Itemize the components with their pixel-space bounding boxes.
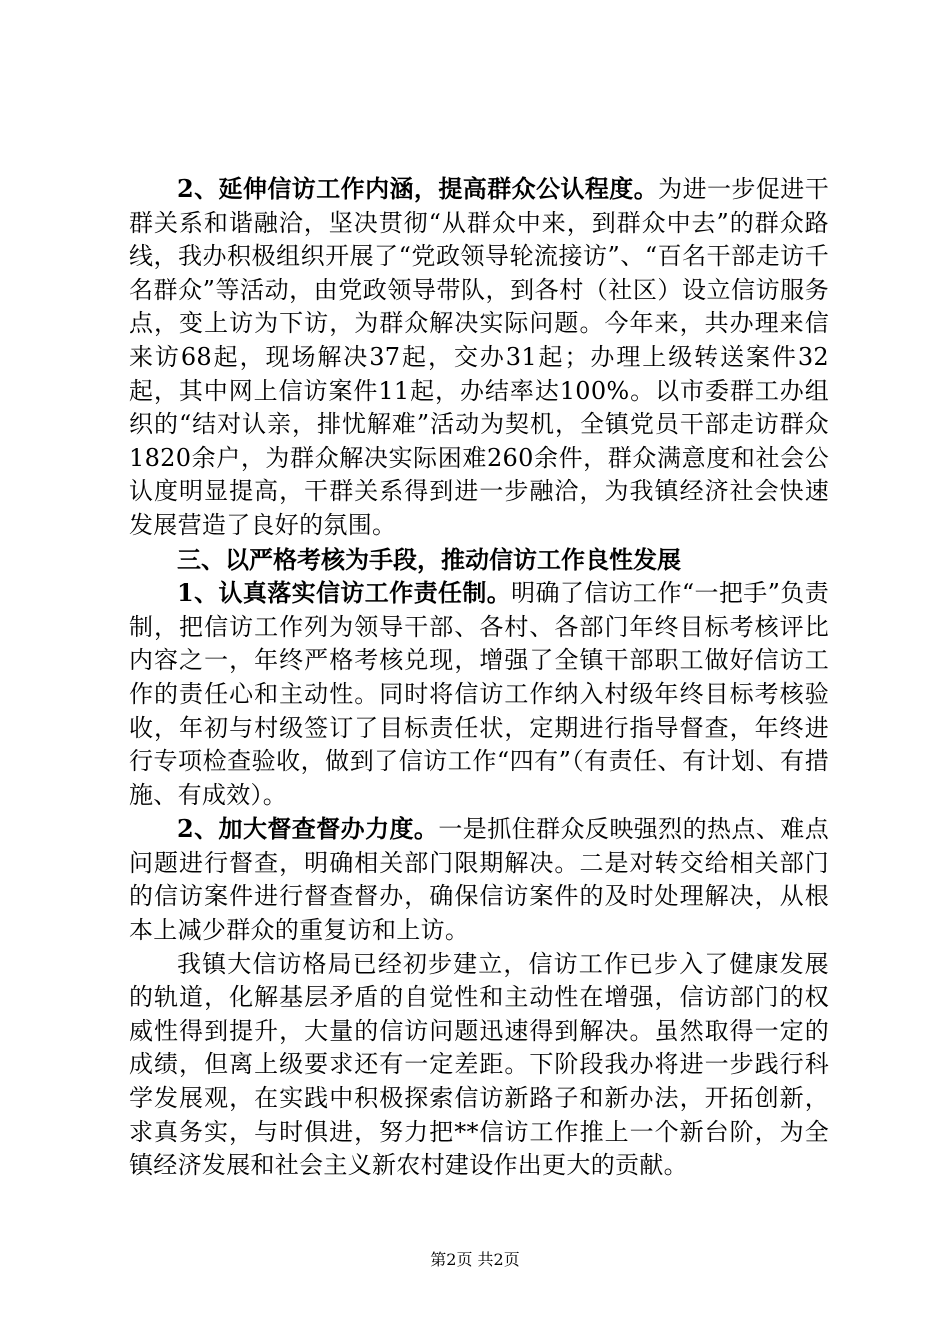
document-body (129, 172, 829, 1183)
paragraph-lead: 1、认真落实信访工作责任制。 (177, 578, 512, 608)
paragraph-text: 一是抓住群众反映强烈的热点、难点问题进行督查，明确相关部门限期解决。二是对转交给相关部门的信访案件进行督查督办，确保信访案件的及时处理解决，从根本上减少群众的重复访和上访。 (129, 815, 829, 945)
paragraph-extend-petition-work (129, 172, 829, 543)
paragraph-text: 明确了信访工作“一把手”负责制，把信访工作列为领导干部、各村、各部门年终目标考核评比内容之一，年终严格考核兑现，增强了全镇干部职工做好信访工作的责任心和主动性。同时将信访工作纳入村级年终目标考核验收，年初与村级签订了目标责任状，定期进行指导督查，年终进行专项检查验收，做到了信访工作“四有”（有责任、有计划、有措施、有成效）。 (129, 579, 829, 809)
paragraph-lead: 2、加大督查督办力度。 (177, 814, 439, 844)
paragraph-lead: 2、延伸信访工作内涵，提高群众公认程度。 (177, 174, 659, 203)
paragraph-conclusion: 我镇大信访格局已经初步建立，信访工作已步入了健康发展的轨道，化解基层矛盾的自觉性和主动性在增强，信访部门的权威性得到提升，大量的信访问题迅速得到解决。虽然取得一定的成绩，但离上级要求还有一定差距。下阶段我办将进一步践行科学发展观，在实践中积极探索信访新路子和新办法，开拓创新，求真务实，与时俱进，努力把**信访工作推上一个新台阶，为全镇经济发展和社会主义新农村建设作出更大的贡献。 (129, 949, 829, 1180)
paragraph-supervision (129, 812, 829, 947)
section-heading-three: 三、以严格考核为手段，推动信访工作良性发展 (177, 544, 681, 574)
page-number: 第2页 共2页 (430, 1250, 520, 1269)
paragraph-responsibility-system (129, 576, 829, 812)
page-footer (0, 1247, 950, 1270)
paragraph-text: 为进一步促进干群关系和谐融洽，坚决贯彻“从群众中来，到群众中去”的群众路线，我办积极组织开展了“党政领导轮流接访”、“百名干部走访千名群众”等活动，由党政领导带队，到各村（社区）设立信访服务点，变上访为下访，为群众解决实际问题。今年来，共办理来信来访68起，现场解决37起，交办31起；办理上级转送案件32起，其中网上信访案件11起，办结率达100%。以市委群工办组织的“结对认亲，排忧解难”活动为契机，全镇党员干部走访群众1820余户，为群众解决实际困难260余件，群众满意度和社会公认度明显提高，干群关系得到进一步融洽，为我镇经济社会快速发展营造了良好的氛围。 (129, 175, 829, 539)
